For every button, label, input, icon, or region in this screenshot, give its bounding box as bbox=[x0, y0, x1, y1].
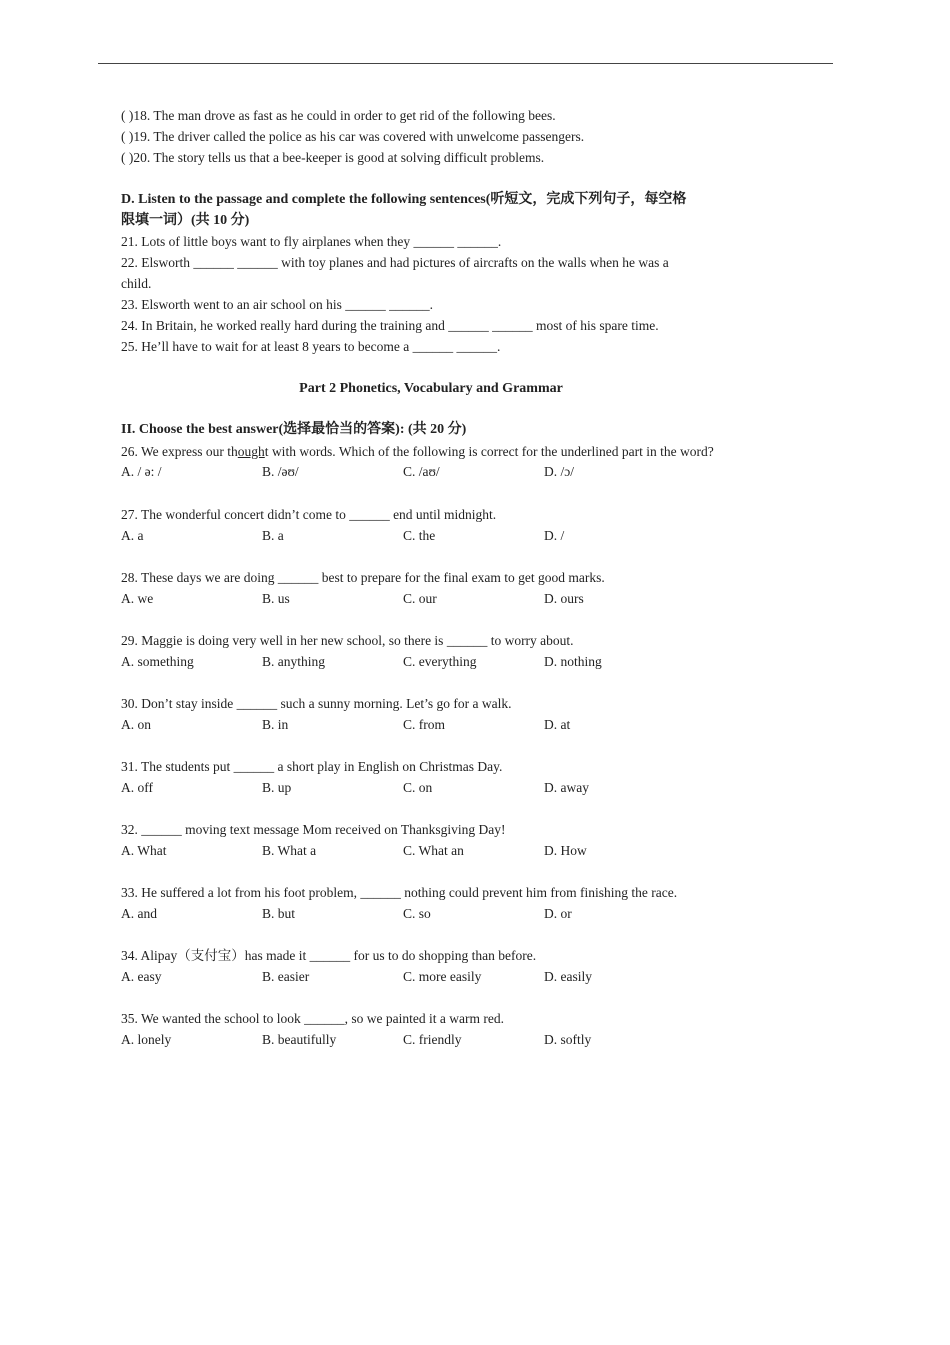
question-24: 24. In Britain, he worked really hard during the training and ______ ______ most of his spare time. bbox=[121, 318, 659, 333]
section-d-heading-cont: 限填一词）(共 10 分) bbox=[121, 213, 250, 228]
question-34: 34. Alipay（支付宝）has made it ______ for us to do shopping than before. bbox=[121, 948, 537, 963]
option-a: A. / ə: / bbox=[121, 464, 162, 479]
option-c: C. on bbox=[403, 780, 433, 795]
section-d-heading: D. Listen to the passage and complete the following sentences(听短文，完成下列句子，每空格 bbox=[121, 192, 687, 207]
option-b: B. What a bbox=[262, 843, 317, 858]
question-30: 30. Don’t stay inside ______ such a sunny morning. Let’s go for a walk. bbox=[121, 696, 512, 711]
tf-item-18: ( )18. The man drove as fast as he could in order to get rid of the following bees. bbox=[121, 108, 556, 123]
option-b: B. beautifully bbox=[262, 1032, 337, 1047]
question-22: 22. Elsworth ______ ______ with toy planes and had pictures of aircrafts on the walls when he was a bbox=[121, 255, 669, 270]
tf-item-19: ( )19. The driver called the police as his car was covered with unwelcome passengers. bbox=[121, 129, 585, 144]
option-c: C. friendly bbox=[403, 1032, 462, 1047]
option-c: C. What an bbox=[403, 843, 464, 858]
option-b: B. up bbox=[262, 780, 292, 795]
option-d: D. away bbox=[544, 780, 589, 795]
option-a: A. and bbox=[121, 906, 157, 921]
option-d: D. /ɔ/ bbox=[544, 464, 574, 479]
option-a: A. off bbox=[121, 780, 153, 795]
tf-item-20: ( )20. The story tells us that a bee-keeper is good at solving difficult problems. bbox=[121, 150, 545, 165]
option-d: D. / bbox=[544, 528, 565, 543]
option-a: A. on bbox=[121, 717, 151, 732]
option-a: A. we bbox=[121, 591, 154, 606]
question-33: 33. He suffered a lot from his foot problem, ______ nothing could prevent him from finishing the race. bbox=[121, 885, 678, 900]
q26-text-pre: 26. We express our bbox=[121, 444, 228, 459]
question-32: 32. ______ moving text message Mom received on Thanksgiving Day! bbox=[121, 822, 506, 837]
question-35: 35. We wanted the school to look ______, so we painted it a warm red. bbox=[121, 1011, 504, 1026]
section-ii-heading: II. Choose the best answer(选择最恰当的答案): (共 20 分) bbox=[121, 422, 467, 437]
option-d: D. softly bbox=[544, 1032, 592, 1047]
option-c: C. more easily bbox=[403, 969, 482, 984]
option-a: A. a bbox=[121, 528, 144, 543]
option-c: C. everything bbox=[403, 654, 477, 669]
option-c: C. our bbox=[403, 591, 437, 606]
question-27: 27. The wonderful concert didn’t come to ______ end until midnight. bbox=[121, 507, 497, 522]
part2-title: Part 2 Phonetics, Vocabulary and Grammar bbox=[299, 381, 563, 396]
q26-underlined-part: ough bbox=[237, 444, 265, 459]
option-b: B. a bbox=[262, 528, 284, 543]
option-a: A. something bbox=[121, 654, 194, 669]
option-b: B. easier bbox=[262, 969, 310, 984]
option-c: C. from bbox=[403, 717, 445, 732]
option-a: A. easy bbox=[121, 969, 162, 984]
option-c: C. the bbox=[403, 528, 436, 543]
option-b: B. us bbox=[262, 591, 290, 606]
question-21: 21. Lots of little boys want to fly airplanes when they ______ ______. bbox=[121, 234, 502, 249]
q26-word-post: t bbox=[264, 444, 269, 459]
header-rule bbox=[98, 63, 833, 64]
option-b: B. in bbox=[262, 717, 289, 732]
question-31: 31. The students put ______ a short play in English on Christmas Day. bbox=[121, 759, 503, 774]
option-d: D. nothing bbox=[544, 654, 602, 669]
question-26 bbox=[121, 444, 714, 460]
q26-text-post: with words. Which of the following is correct for the underlined part in the word? bbox=[268, 444, 714, 459]
option-b: B. but bbox=[262, 906, 296, 921]
option-d: D. How bbox=[544, 843, 587, 858]
option-a: A. What bbox=[121, 843, 167, 858]
question-23: 23. Elsworth went to an air school on his ______ ______. bbox=[121, 297, 433, 312]
option-a: A. lonely bbox=[121, 1032, 172, 1047]
option-b: B. /əʊ/ bbox=[262, 464, 299, 479]
option-c: C. so bbox=[403, 906, 431, 921]
question-25: 25. He’ll have to wait for at least 8 years to become a ______ ______. bbox=[121, 339, 501, 354]
option-b: B. anything bbox=[262, 654, 325, 669]
question-28: 28. These days we are doing ______ best to prepare for the final exam to get good marks. bbox=[121, 570, 605, 585]
option-c: C. /aʊ/ bbox=[403, 464, 440, 479]
q26-word-pre: th bbox=[227, 444, 238, 459]
option-d: D. ours bbox=[544, 591, 584, 606]
question-29: 29. Maggie is doing very well in her new school, so there is ______ to worry about. bbox=[121, 633, 574, 648]
option-d: D. or bbox=[544, 906, 572, 921]
option-d: D. at bbox=[544, 717, 571, 732]
question-22-cont: child. bbox=[121, 276, 152, 291]
option-d: D. easily bbox=[544, 969, 592, 984]
